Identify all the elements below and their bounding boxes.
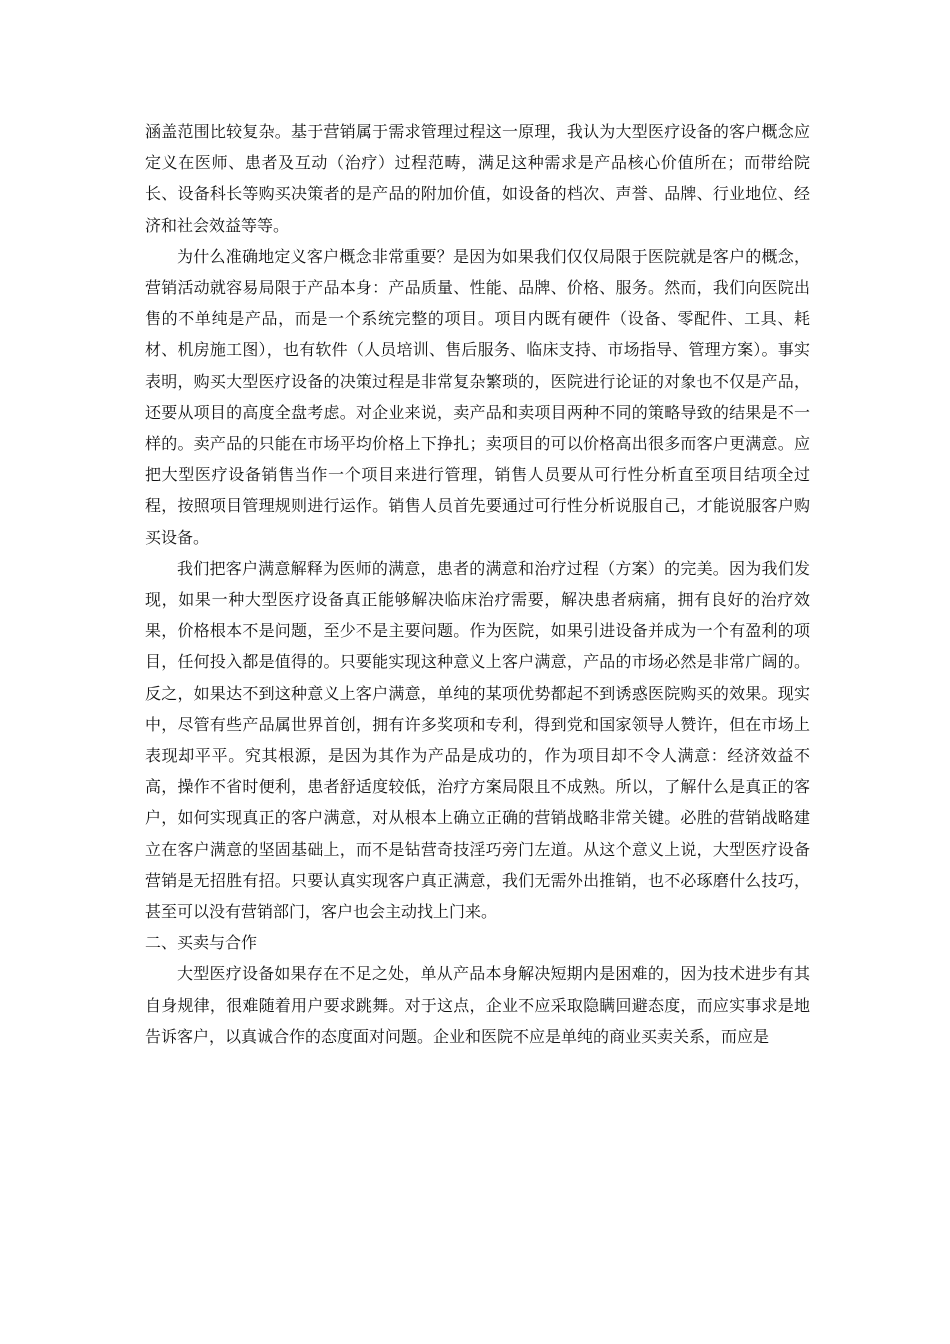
paragraph-4: 大型医疗设备如果存在不足之处，单从产品本身解决短期内是困难的，因为技术进步有其自身规律，很难随着用户要求跳舞。对于这点，企业不应采取隐瞒回避态度，而应实事求是地告诉客户，以真诚合作的态度面对问题。企业和医院不应是单纯的商业买卖关系，而应是	[145, 964, 810, 1046]
document-body	[145, 116, 810, 1052]
paragraph-3: 我们把客户满意解释为医师的满意，患者的满意和治疗过程（方案）的完美。因为我们发现，如果一种大型医疗设备真正能够解决临床治疗需要，解决患者病痛，拥有良好的治疗效果，价格根本不是问题，至少不是主要问题。作为医院，如果引进设备并成为一个有盈利的项目，任何投入都是值得的。只要能实现这种意义上客户满意，产品的市场必然是非常广阔的。反之，如果达不到这种意义上客户满意，单纯的某项优势都起不到诱惑医院购买的效果。现实中，尽管有些产品属世界首创，拥有许多奖项和专利，得到党和国家领导人赞许，但在市场上表现却平平。究其根源，是因为其作为产品是成功的，作为项目却不令人满意：经济效益不高，操作不省时便利，患者舒适度较低，治疗方案局限且不成熟。所以，了解什么是真正的客户，如何实现真正的客户满意，对从根本上确立正确的营销战略非常关键。必胜的营销战略建立在客户满意的坚固基础上，而不是钻营奇技淫巧旁门左道。从这个意义上说，大型医疗设备营销是无招胜有招。只要认真实现客户真正满意，我们无需外出推销，也不必琢磨什么技巧，甚至可以没有营销部门，客户也会主动找上门来。	[145, 558, 810, 922]
paragraph-1: 涵盖范围比较复杂。基于营销属于需求管理过程这一原理，我认为大型医疗设备的客户概念应定义在医师、患者及互动（治疗）过程范畴，满足这种需求是产品核心价值所在；而带给院长、设备科长等购买决策者的是产品的附加价值，如设备的档次、声誉、品牌、行业地位、经济和社会效益等等。	[145, 122, 810, 235]
paragraph-2: 为什么准确地定义客户概念非常重要？是因为如果我们仅仅局限于医院就是客户的概念，营销活动就容易局限于产品本身：产品质量、性能、品牌、价格、服务。然而，我们向医院出售的不单纯是产品，而是一个系统完整的项目。项目内既有硬件（设备、零配件、工具、耗材、机房施工图），也有软件（人员培训、售后服务、临床支持、市场指导、管理方案）。事实表明，购买大型医疗设备的决策过程是非常复杂繁琐的，医院进行论证的对象也不仅是产品，还要从项目的高度全盘考虑。对企业来说，卖产品和卖项目两种不同的策略导致的结果是不一样的。卖产品的只能在市场平均价格上下挣扎；卖项目的可以价格高出很多而客户更满意。应把大型医疗设备销售当作一个项目来进行管理，销售人员要从可行性分析直至项目结项全过程，按照项目管理规则进行运作。销售人员首先要通过可行性分析说服自己，才能说服客户购买设备。	[145, 246, 810, 547]
section-heading: 二、买卖与合作	[145, 933, 258, 953]
